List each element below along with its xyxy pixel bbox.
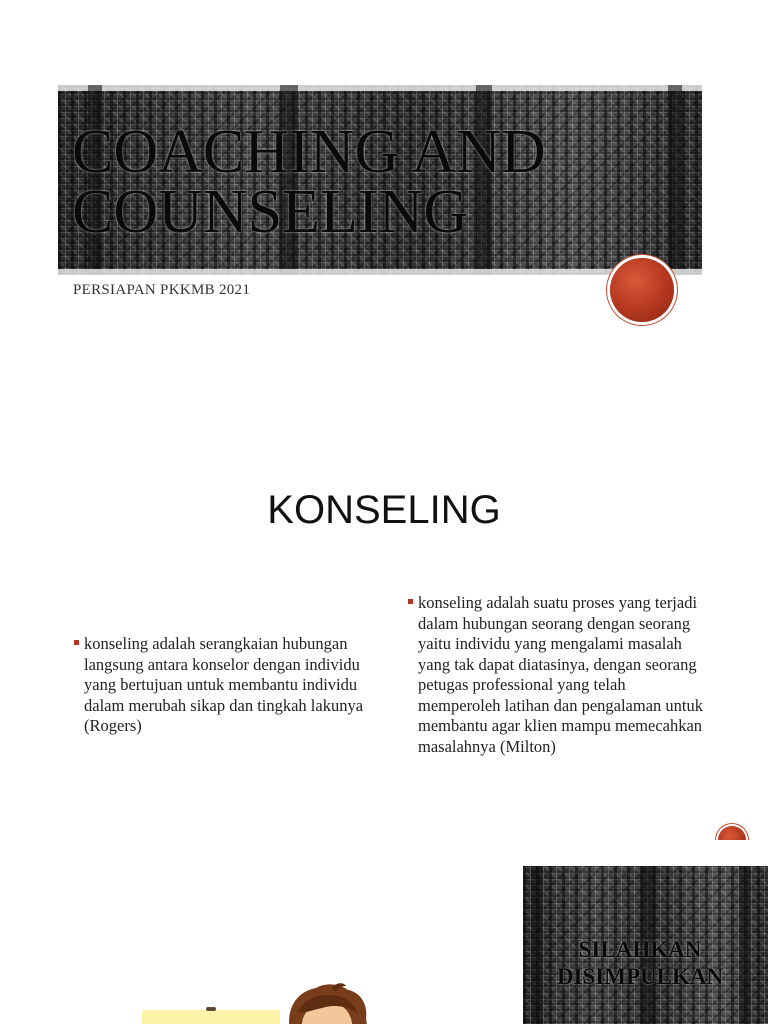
main-title-line1: COACHING AND [72, 118, 546, 186]
banner-texture-band [668, 85, 682, 275]
right-bullet-list [408, 593, 708, 757]
banner-edge-top [58, 85, 702, 91]
list-item [408, 593, 708, 757]
slide-title [0, 0, 768, 370]
slide-heading: KONSELING [267, 488, 501, 532]
main-title-line2: COUNSELING [72, 178, 469, 246]
red-orb-icon [718, 826, 746, 840]
main-title [72, 118, 546, 246]
kesimpulan-line1: SILAHKAN [578, 937, 702, 962]
list-item [74, 634, 366, 737]
left-bullet-list [74, 634, 366, 737]
cartoon-person-icon [282, 982, 372, 1024]
bullet-text: konseling adalah suatu proses yang terjadi dalam hubungan seorang dengan seorang yaitu individu yang mengalami masalah yang tak dapat diatasinya, dengan seorang petugas professional yang telah memperoleh latihan dan pengalaman untuk membantu agar klien mampu memecahkan masalahnya (Milton) [418, 593, 703, 756]
banner-edge-bottom [58, 269, 702, 275]
slide-kesimpulan [0, 864, 768, 1024]
bullet-text: konseling adalah serangkaian hubungan langsung antara konselor dengan individu yang bertujuan untuk membantu individu dalam merubah sikap dan tingkah lakunya (Rogers) [84, 634, 364, 735]
pin-icon [206, 1007, 216, 1011]
square-bullet-icon [74, 640, 79, 645]
red-orb-icon [610, 258, 674, 322]
kesimpulan-heading [523, 936, 757, 990]
sticky-note [142, 1010, 280, 1024]
square-bullet-icon [408, 599, 413, 604]
slide-konseling [0, 440, 768, 840]
subtitle: PERSIAPAN PKKMB 2021 [73, 282, 251, 298]
kesimpulan-line2: DISIMPULKAN [556, 964, 724, 989]
